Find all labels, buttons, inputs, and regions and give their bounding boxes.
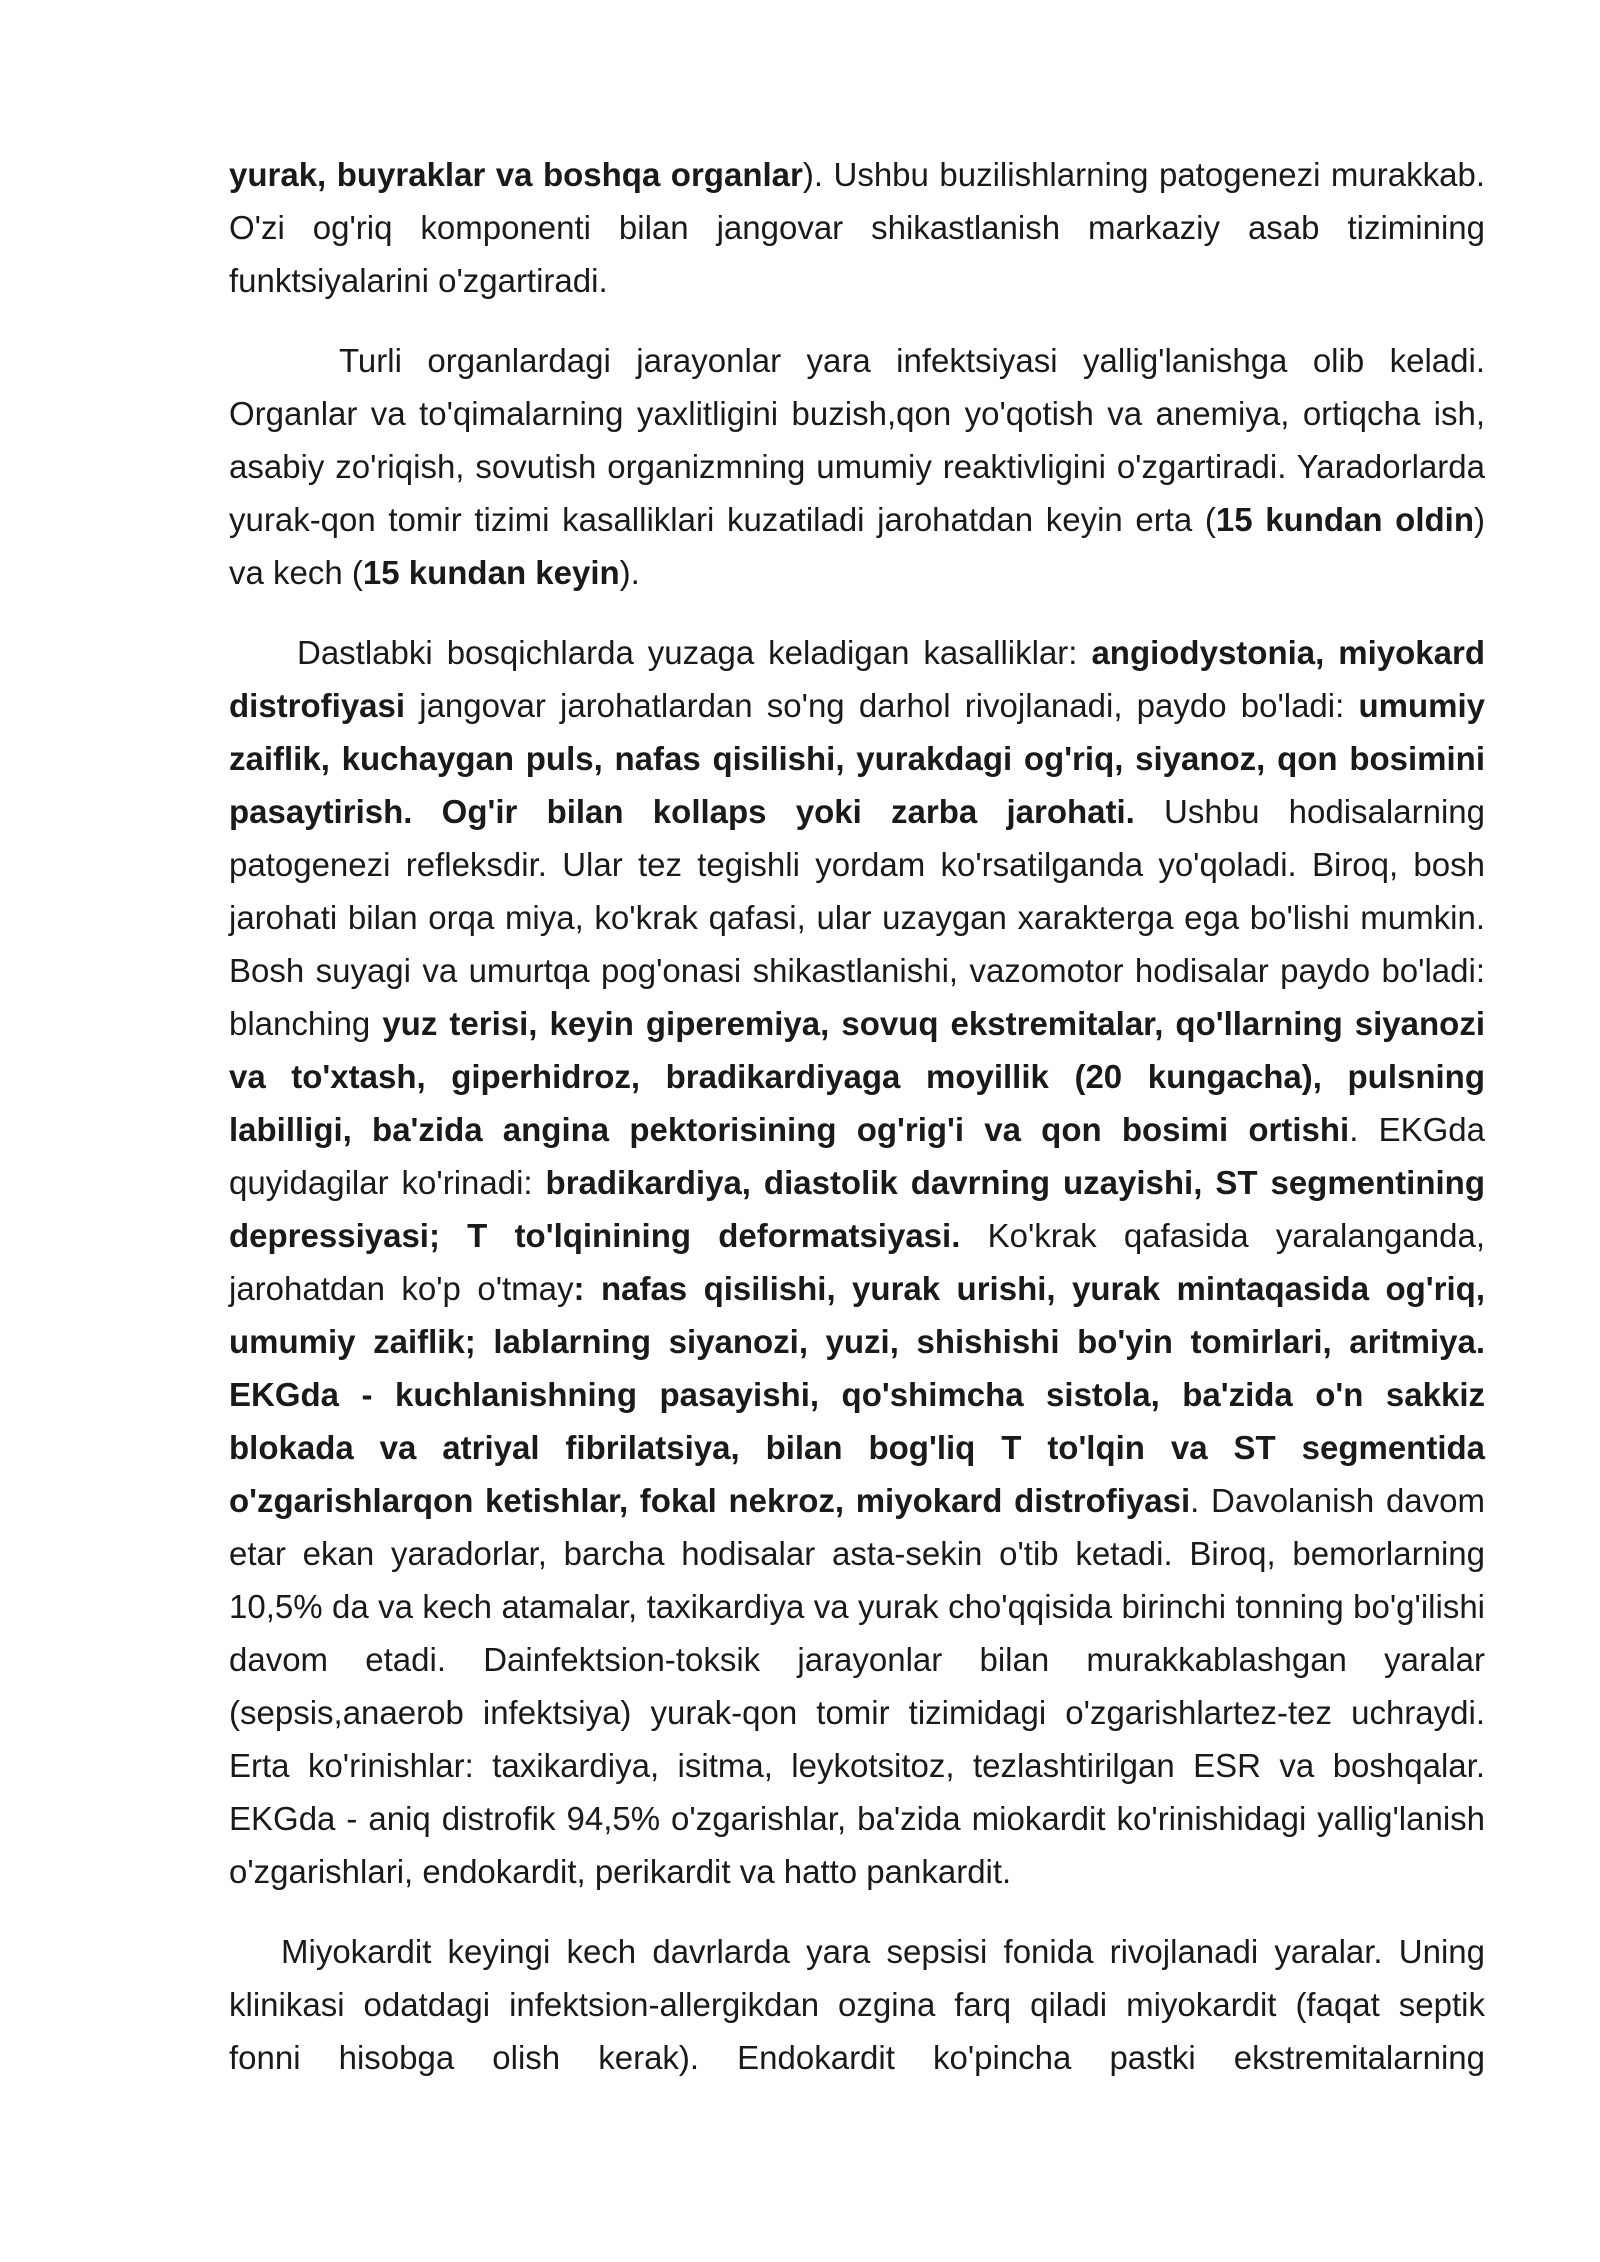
body-text: ). Ushbu buzilishlarning patogenezi murakkab. O'zi og'riq komponenti bilan jangovar shikastlanish markaziy asab tizimining funktsiyalarini o'zgartiradi. <box>229 156 1485 299</box>
bold-text: 15 kundan oldin <box>1215 501 1474 538</box>
body-text: Miyokardit keyingi kech davrlarda yara sepsisi fonida rivojlanadi yaralar. Uning klinikasi odatdagi infektsion-allergikdan ozgina farq qiladi miyokardit (faqat septik fonni hisobga olish kerak). Endokardit ko'pincha pastki ekstremitalarning <box>229 1933 1485 2076</box>
bold-text: bradikardiya, diastolik davrning uzayishi, ST segmentining depressiyasi; T to'lqinining deformatsiyasi. <box>229 1164 1485 1254</box>
paragraph-3 <box>229 626 1485 1898</box>
bold-text: 15 kundan keyin <box>362 554 620 591</box>
paragraph-2 <box>229 334 1485 599</box>
paragraph-1 <box>229 148 1485 307</box>
body-text: jangovar jarohatlardan so'ng darhol rivojlanadi, paydo bo'ladi: <box>405 687 1359 724</box>
paragraph-4 <box>229 1925 1485 2084</box>
bold-text: umumiy zaiflik, kuchaygan puls, nafas qisilishi, yurakdagi og'riq, siyanoz, qon bosimini pasaytirish. Og'ir bilan kollaps yoki zarba jarohati. <box>229 687 1485 830</box>
body-text: Ushbu hodisalarning patogenezi refleksdir. Ular tez tegishli yordam ko'rsatilganda yo'qoladi. Biroq, bosh jarohati bilan orqa miya, ko'krak qafasi, ular uzaygan xarakterga ega bo'lishi mumkin. Bosh suyagi va umurtqa pog'onasi shikastlanishi, vazomotor hodisalar paydo bo'ladi: blanching <box>229 793 1485 1042</box>
bold-text: angiodystonia, miyokard distrofiyasi <box>229 634 1485 724</box>
bold-text: : nafas qisilishi, yurak urishi, yurak mintaqasida og'riq, umumiy zaiflik; lablarning siyanozi, yuzi, shishishi bo'yin tomirlari, aritmiya. EKGda - kuchlanishning pasayishi, qo'shimcha sistola, ba'zida o'n sakkiz blokada va atriyal fibrilatsiya, bilan bog'liq T to'lqin va ST segmentida o'zgarishlarqon ketishlar, fokal nekroz, miyokard distrofiyasi <box>229 1270 1485 1519</box>
bold-text: yurak, buyraklar va boshqa organlar <box>229 156 803 193</box>
body-text: ). <box>619 554 640 591</box>
body-text: Dastlabki bosqichlarda yuzaga keladigan kasalliklar: <box>297 634 1092 671</box>
body-text: . Davolanish davom etar ekan yaradorlar, barcha hodisalar asta-sekin o'tib ketadi. Biroq, bemorlarning 10,5% da va kech atamalar, taxikardiya va yurak cho'qqisida birinchi tonning bo'g'ilishi davom etadi. Dainfektsion-toksik jarayonlar bilan murakkablashgan yaralar (sepsis,anaerob infektsiya) yurak-qon tomir tizimidagi o'zgarishlartez-tez uchraydi. Erta ko'rinishlar: taxikardiya, isitma, leykotsitoz, tezlashtirilgan ESR va boshqalar. EKGda - aniq distrofik 94,5% o'zgarishlar, ba'zida miokardit ko'rinishidagi yallig'lanish o'zgarishlari, endokardit, perikardit va hatto pankardit. <box>229 1482 1485 1890</box>
body-text: Ko'krak qafasida yaralanganda, jarohatdan ko'p o'tmay <box>229 1217 1485 1307</box>
bold-text: yuz terisi, keyin giperemiya, sovuq ekstremitalar, qo'llarning siyanozi va to'xtash, giperhidroz, bradikardiyaga moyillik (20 kungacha), pulsning labilligi, ba'zida angina pektorisining og'rig'i va qon bosimi ortishi <box>229 1005 1485 1148</box>
body-text: . EKGda quyidagilar ko'rinadi: <box>229 1111 1485 1201</box>
document-page <box>229 148 1485 2084</box>
body-text: Turli organlardagi jarayonlar yara infektsiyasi yallig'lanishga olib keladi. Organlar va to'qimalarning yaxlitligini buzish,qon yo'qotish va anemiya, ortiqcha ish, asabiy zo'riqish, sovutish organizmning umumiy reaktivligini o'zgartiradi. Yaradorlarda yurak-qon tomir tizimi kasalliklari kuzatiladi jarohatdan keyin erta ( <box>229 342 1485 538</box>
body-text: ) va kech ( <box>229 501 1485 591</box>
